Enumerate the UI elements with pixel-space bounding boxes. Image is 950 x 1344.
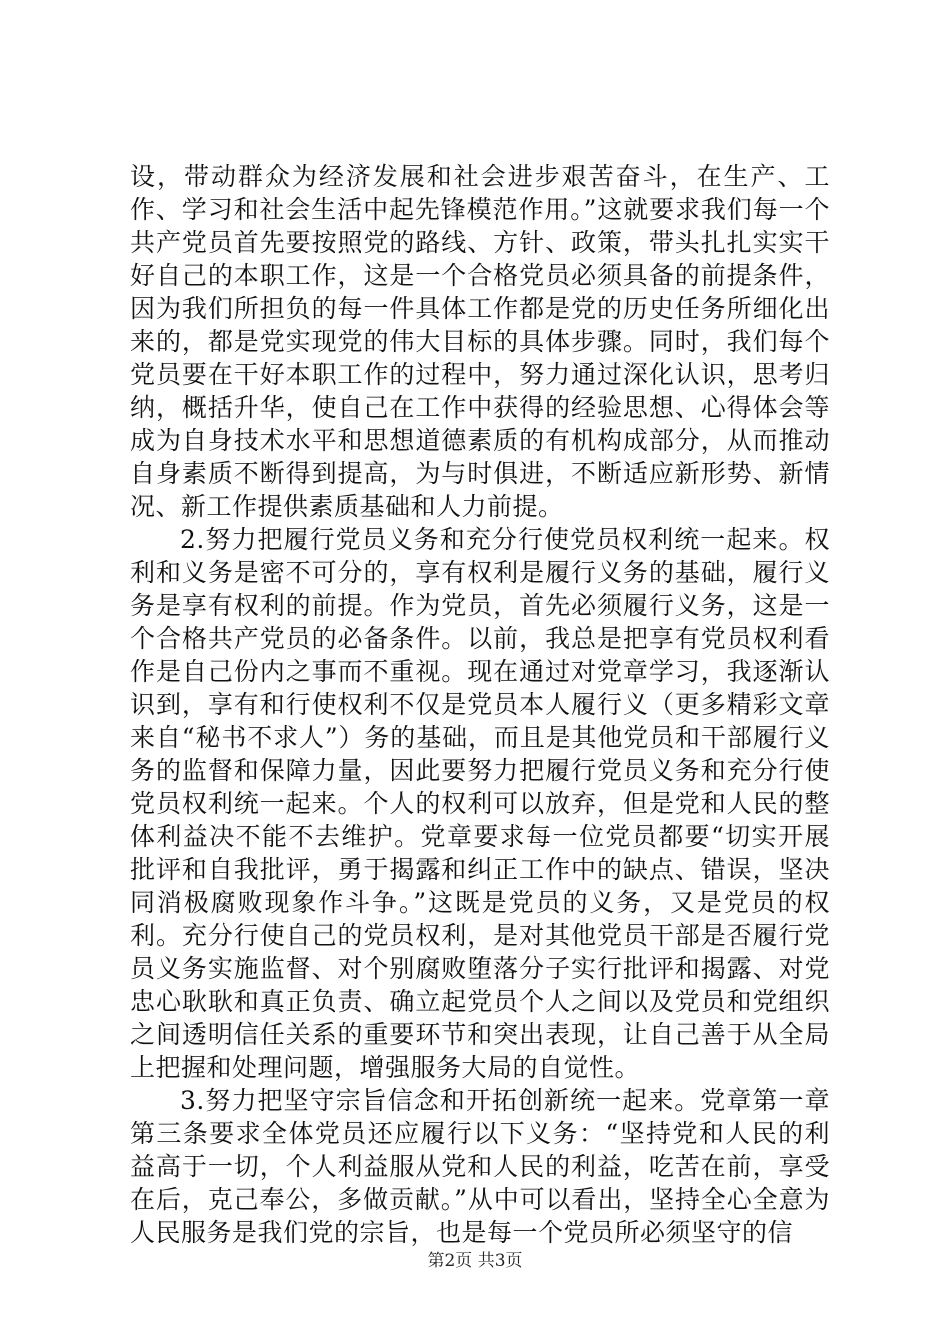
paragraph-2: 2.努力把履行党员义务和充分行使党员权利统一起来。权利和义务是密不可分的，享有权利是履行义务的基础，履行义务是享有权利的前提。作为党员，首先必须履行义务，这是一个合格共产党员的必备条件。以前，我总是把享有党员权利看作是自己份内之事而不重视。现在通过对党章学习，我逐渐认识到，享有和行使权利不仅是党员本人履行义（更多精彩文章来自“秘书不求人”）务的基础，而且是其他党员和干部履行义务的监督和保障力量，因此要努力把履行党员义务和充分行使党员权利统一起来。个人的权利可以放弃，但是党和人民的整体利益决不能不去维护。党章要求每一位党员都要“切实开展批评和自我批评，勇于揭露和纠正工作中的缺点、错误，坚决同消极腐败现象作斗争。”这既是党员的义务，又是党员的权利。充分行使自己的党员权利，是对其他党员干部是否履行党员义务实施监督、对个别腐败堕落分子实行批评和揭露、对党忠心耿耿和真正负责、确立起党员个人之间以及党员和党组织之间透明信任关系的重要环节和突出表现，让自己善于从全局上把握和处理问题，增强服务大局的自觉性。 — [130, 525, 830, 1082]
paragraph-3: 3.努力把坚守宗旨信念和开拓创新统一起来。党章第一章第三条要求全体党员还应履行以下义务：“坚持党和人民的利益高于一切，个人利益服从党和人民的利益，吃苦在前，享受在后，克己奉公，多做贡献。”从中可以看出，坚持全心全意为人民服务是我们党的宗旨，也是每一个党员所必须坚守的信 — [130, 1086, 830, 1247]
page-footer: 第2页 共3页 — [427, 1251, 523, 1271]
document-body — [130, 160, 830, 1249]
paragraph-1: 设，带动群众为经济发展和社会进步艰苦奋斗，在生产、工作、学习和社会生活中起先锋模范作用。”这就要求我们每一个共产党员首先要按照党的路线、方针、政策，带头扎扎实实干好自己的本职工作，这是一个合格党员必须具备的前提条件，因为我们所担负的每一件具体工作都是党的历史任务所细化出来的，都是党实现党的伟大目标的具体步骤。同时，我们每个党员要在干好本职工作的过程中，努力通过深化认识，思考归纳，概括升华，使自己在工作中获得的经验思想、心得体会等成为自身技术水平和思想道德素质的有机构成部分，从而推动自身素质不断得到提高，为与时俱进，不断适应新形势、新情况、新工作提供素质基础和人力前提。 — [130, 162, 830, 521]
